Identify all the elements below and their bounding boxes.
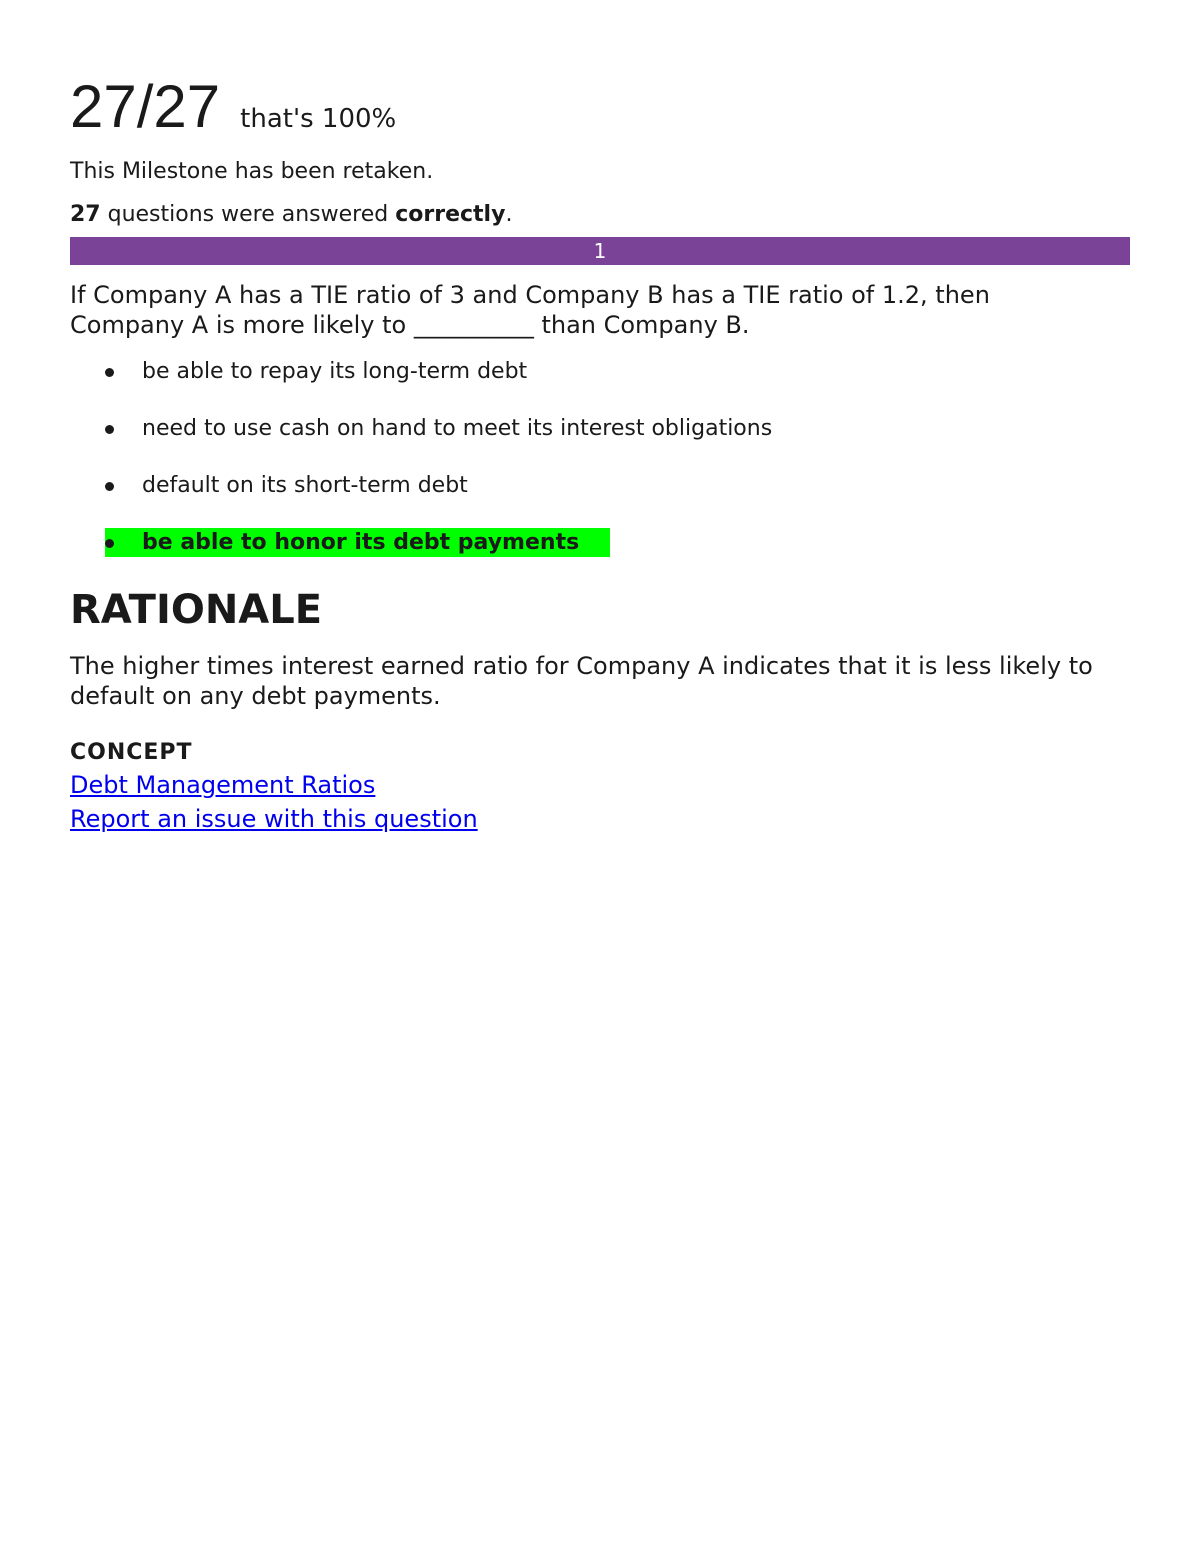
bullet-icon <box>105 482 114 491</box>
question-number: 1 <box>593 239 607 263</box>
answer-option <box>70 472 1130 500</box>
rationale-text: The higher times interest earned ratio for Company A indicates that it is less likely to default on any debt payments. <box>70 652 1093 710</box>
concept-label: CONCEPT <box>70 740 193 765</box>
concept-link[interactable]: Debt Management Ratios <box>70 771 376 799</box>
retaken-notice: This Milestone has been retaken. <box>70 159 434 184</box>
answered-emphasis: correctly <box>395 202 506 227</box>
bullet-icon <box>105 368 114 377</box>
answered-end-text: . <box>505 202 513 227</box>
rationale-heading: RATIONALE <box>70 587 323 633</box>
score-summary <box>70 72 1130 142</box>
question-text: If Company A has a TIE ratio of 3 and Company B has a TIE ratio of 1.2, then Company A is more likely to __________ than Company B. <box>70 281 990 339</box>
bullet-icon <box>105 425 114 434</box>
answer-option-text: be able to repay its long-term debt <box>142 359 528 384</box>
answer-option-text: need to use cash on hand to meet its interest obligations <box>142 416 773 441</box>
answer-option-text: be able to honor its debt payments <box>142 530 580 555</box>
answer-options-list <box>70 358 1130 557</box>
answer-option-text: default on its short-term debt <box>142 473 468 498</box>
answer-option <box>70 529 1130 557</box>
answered-count: 27 <box>70 202 101 227</box>
report-issue-link[interactable]: Report an issue with this question <box>70 805 478 833</box>
bullet-icon <box>105 539 114 548</box>
question-number-bar <box>70 237 1130 265</box>
answer-option <box>70 358 1130 386</box>
score-fraction: 27/27 <box>70 73 221 140</box>
milestone-results-page <box>70 72 1130 836</box>
answered-summary <box>70 201 1130 229</box>
answer-option <box>70 415 1130 443</box>
score-percent: that's 100% <box>240 104 397 134</box>
answered-middle-text: questions were answered <box>100 202 396 227</box>
